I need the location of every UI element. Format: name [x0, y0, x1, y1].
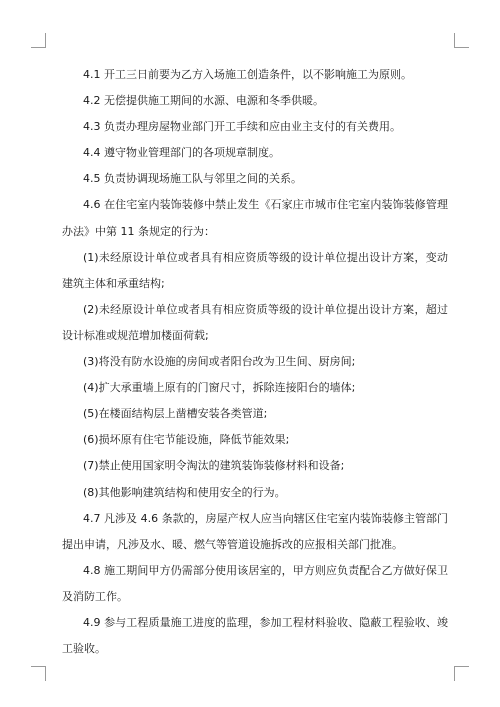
paragraph-4-9: 4.9 参与工程质量施工进度的监理，参加工程材料验收、隐蔽工程验收、竣工验收。 — [62, 615, 448, 656]
corner-mark-top-left — [31, 33, 46, 48]
list-item-7: (7)禁止使用国家明令淘汰的建筑装饰装修材料和设备; — [83, 459, 345, 473]
paragraph-4-7: 4.7 凡涉及 4.6 条款的，房屋产权人应当向辖区住宅室内装饰装修主管部门提出申请，凡涉及水、暖、燃气等管道设施拆改的应报相关部门批准。 — [62, 511, 448, 551]
paragraph-4-8: 4.8 施工期间甲方仍需部分使用该居室的，甲方则应负责配合乙方做好保卫及消防工作。 — [62, 563, 448, 603]
list-item-5: (5)在楼面结构层上凿槽安装各类管道; — [83, 407, 268, 421]
list-item-2: (2)未经原设计单位或者具有相应资质等级的设计单位提出设计方案，超过设计标准或规范增加楼面荷载; — [62, 302, 448, 342]
corner-mark-top-right — [454, 33, 469, 48]
corner-mark-bottom-left — [31, 666, 46, 681]
list-item-8: (8)其他影响建筑结构和使用安全的行为。 — [83, 485, 286, 499]
paragraph-4-3: 4.3 负责办理房屋物业部门开工手续和应由业主支付的有关费用。 — [83, 120, 401, 134]
document-body — [62, 62, 448, 662]
paragraph-4-5: 4.5 负责协调现场施工队与邻里之间的关系。 — [83, 172, 302, 186]
corner-mark-bottom-right — [454, 666, 469, 681]
paragraph-4-6: 4.6 在住宅室内装饰装修中禁止发生《石家庄市城市住宅室内装饰装修管理办法》中第 11 条规定的行为： — [62, 198, 448, 238]
paragraph-4-1: 4.1 开工三日前要为乙方入场施工创造条件，以不影响施工为原则。 — [83, 68, 412, 81]
list-item-1: (1)未经原设计单位或者具有相应资质等级的设计单位提出设计方案，变动建筑主体和承重结构; — [62, 250, 448, 290]
list-item-6: (6)损坏原有住宅节能设施，降低节能效果; — [83, 433, 290, 447]
list-item-4: (4)扩大承重墙上原有的门窗尺寸，拆除连接阳台的墙体; — [83, 381, 356, 395]
paragraph-4-2: 4.2 无偿提供施工期间的水源、电源和冬季供暖。 — [83, 94, 324, 108]
paragraph-4-4: 4.4 遵守物业管理部门的各项规章制度。 — [83, 146, 280, 160]
list-item-3: (3)将没有防水设施的房间或者阳台改为卫生间、厨房间; — [83, 355, 356, 369]
